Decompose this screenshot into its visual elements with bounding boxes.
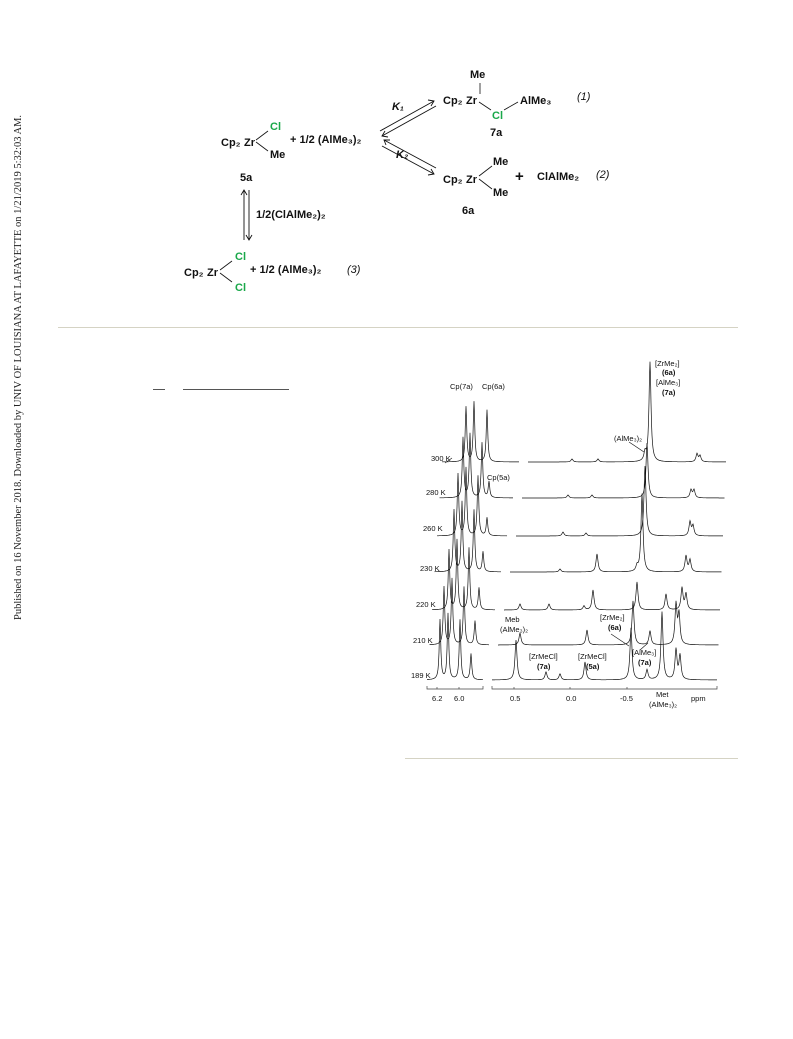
label-alme3-dimer: (AlMe₃)₂ — [614, 434, 643, 443]
label-zrme2-6a-sub: (6a) — [608, 623, 622, 632]
compound-cp2zrcl2 — [184, 251, 246, 294]
zr-label: Zr — [207, 267, 218, 279]
cp2-label: Cp₂ — [443, 95, 463, 107]
cl-label: Cl — [235, 282, 246, 294]
spectrum-trace-220k-right — [504, 582, 720, 610]
zr-label: Zr — [466, 95, 477, 107]
equilibrium-arrow-k2 — [382, 140, 436, 175]
label-zrmecl-7a: [ZrMeCl] — [529, 652, 558, 661]
vertical-equilibrium-arrow — [241, 190, 252, 240]
compound-label-5a: 5a — [240, 172, 253, 184]
axis-tick-6-0: 6.0 — [454, 694, 465, 703]
label-6a-top: (6a) — [662, 368, 676, 377]
k1-label: K₁ — [392, 101, 404, 113]
label-cp-5a: Cp(5a) — [487, 473, 510, 482]
temp-label-189k: 189 K — [411, 671, 431, 680]
spectrum-traces — [427, 362, 726, 680]
temp-label-230k: 230 K — [420, 564, 440, 573]
compound-5a — [221, 121, 285, 184]
me-label: Me — [493, 187, 509, 199]
me-label: Me — [270, 149, 286, 161]
reagent-almes3-bottom: + 1/2 (AlMe₃)₂ — [250, 264, 322, 276]
equation-number-1: (1) — [577, 91, 591, 103]
reagent-almes3: + 1/2 (AlMe₃)₂ — [290, 134, 362, 146]
label-alme3-7a: [AlMe₃] — [632, 648, 657, 657]
temp-label-210k: 210 K — [413, 636, 433, 645]
spectrum-trace-230k-right — [510, 494, 722, 572]
spectrum-trace-230k-left — [435, 501, 502, 572]
me-label: Me — [470, 69, 486, 81]
label-alme3-top: [AlMe₃] — [656, 378, 681, 387]
spectrum-trace-280k-right — [522, 443, 725, 498]
alme3-label: AlMe₃ — [520, 95, 552, 107]
cp2-label: Cp₂ — [443, 174, 463, 186]
figure-bottom-divider — [405, 758, 738, 759]
axis-lines — [427, 686, 717, 689]
spectrum-trace-300k-right — [528, 362, 726, 462]
nmr-spectrum — [0, 340, 793, 730]
label-zrmecl-5a-sub: (5a) — [586, 662, 600, 671]
temp-label-260k: 260 K — [423, 524, 443, 533]
label-met: Met — [656, 690, 669, 699]
equilibrium-arrow-k1 — [380, 100, 436, 137]
axis-tick-0-5: 0.5 — [510, 694, 521, 703]
me-label: Me — [493, 156, 509, 168]
label-zrmecl-7a-sub: (7a) — [537, 662, 551, 671]
compound-label-6a: 6a — [462, 205, 475, 217]
cl-label: Cl — [492, 110, 503, 122]
label-meb-sub: (AlMe₃)₂ — [500, 625, 529, 634]
publication-note-text: Published on 16 November 2018. Downloaded by UNIV OF LOUISIANA AT LAFAYETTE on 1/21/2019 5:32:03 AM. — [13, 114, 24, 620]
svg-text:Cp₂ — [443, 174, 463, 186]
arrow-reagent-label: 1/2(ClAlMe₂)₂ — [256, 209, 326, 221]
temp-label-220k: 220 K — [416, 600, 436, 609]
cl-label: Cl — [270, 121, 281, 133]
spectrum-trace-280k-left — [440, 433, 514, 498]
axis-unit-ppm: ppm — [691, 694, 706, 703]
plus-sign: + — [515, 168, 524, 185]
zr-label: Zr — [244, 137, 255, 149]
compound-label-7a: 7a — [490, 127, 503, 139]
clalme2-label: ClAlMe₂ — [537, 171, 580, 183]
compound-7a — [443, 69, 551, 139]
axis-tick-6-2: 6.2 — [432, 694, 443, 703]
svg-text:Cp₂ — [443, 95, 463, 107]
label-zrme2-top: [ZrMe₂] — [655, 359, 680, 368]
label-cp-6a: Cp(6a) — [482, 382, 505, 391]
temp-label-280k: 280 K — [426, 488, 446, 497]
label-meb: Meb — [505, 615, 520, 624]
axis-tick-0-0: 0.0 — [566, 694, 577, 703]
section-divider — [58, 327, 738, 328]
cp2-label: Cp₂ — [221, 137, 241, 149]
label-alme3-7a-sub: (7a) — [638, 658, 652, 667]
compound-6a — [443, 156, 508, 217]
label-zrmecl-5a: [ZrMeCl] — [578, 652, 607, 661]
label-cp-7a: Cp(7a) — [450, 382, 473, 391]
label-7a-top: (7a) — [662, 388, 676, 397]
k2-label: K₂ — [396, 149, 409, 161]
reaction-scheme — [0, 0, 793, 320]
cl-label: Cl — [235, 251, 246, 263]
spectrum-trace-260k-right — [516, 466, 723, 536]
axis-tick-minus-0-5: -0.5 — [620, 694, 633, 703]
zr-label: Zr — [466, 174, 477, 186]
equation-number-3: (3) — [347, 264, 361, 276]
svg-text:Cp₂ — [221, 137, 241, 149]
equation-number-2: (2) — [596, 169, 610, 181]
cp2-label: Cp₂ — [184, 267, 204, 279]
label-met-sub: (AlMe₃)₂ — [649, 700, 678, 709]
temp-label-300k: 300 K — [431, 454, 451, 463]
spectrum-trace-300k-left — [442, 401, 519, 462]
svg-text:Cp₂ — [184, 267, 204, 279]
label-zrme2-6a: [ZrMe₂] — [600, 613, 625, 622]
